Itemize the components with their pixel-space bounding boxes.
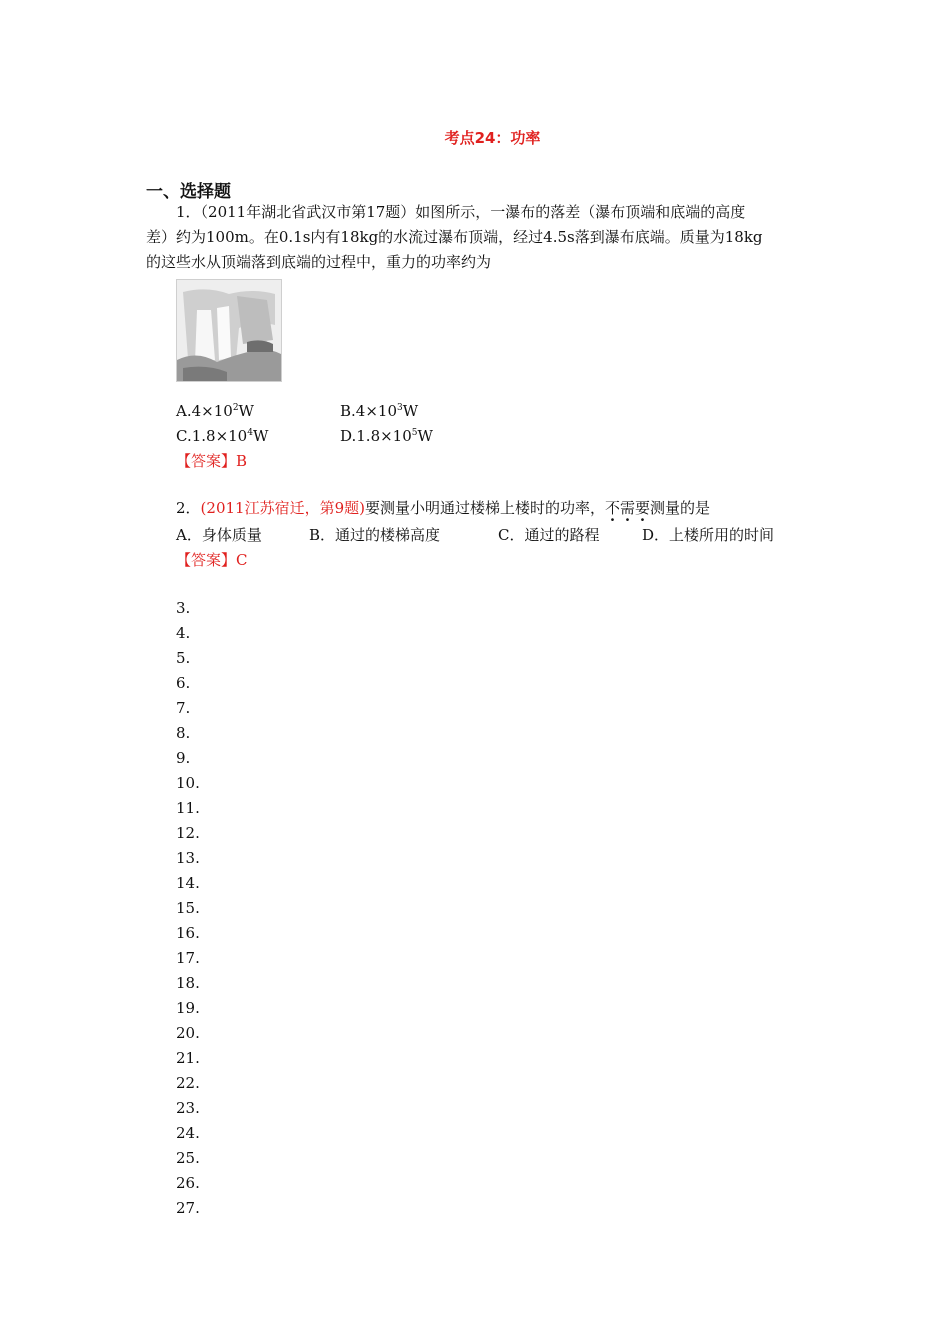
- question-number: 10.: [176, 774, 200, 792]
- waterfall-image: [176, 279, 282, 382]
- q1-line2: 差）约为100m。在0.1s内有18kg的水流过瀑布顶端，经过4.5s落到瀑布底端。质量为18kg: [146, 228, 763, 246]
- question-number: 13.: [176, 849, 200, 867]
- question-number: 25.: [176, 1149, 200, 1167]
- question-number: 16.: [176, 924, 200, 942]
- q2-option-a: A．身体质量: [176, 526, 262, 544]
- question-number: 21.: [176, 1049, 200, 1067]
- question-number: 12.: [176, 824, 200, 842]
- question-number: 7.: [176, 699, 191, 717]
- question-number: 27.: [176, 1199, 200, 1217]
- q1-option-a: $A.4\times 10^2W$: [176, 402, 254, 420]
- q2-source: (2011江苏宿迁，第9题): [200, 499, 365, 517]
- page-title: 考点24：功率: [444, 129, 541, 147]
- question-number: 6.: [176, 674, 191, 692]
- question-number: 24.: [176, 1124, 200, 1142]
- question-number: 3.: [176, 599, 191, 617]
- question-number: 9.: [176, 749, 191, 767]
- q1-line1: 1．（2011年湖北省武汉市第17题）如图所示，一瀑布的落差（瀑布顶端和底端的高度: [176, 203, 746, 221]
- question-number: 11.: [176, 799, 200, 817]
- q2-option-c: C．通过的路程: [498, 526, 600, 544]
- question-number: 26.: [176, 1174, 200, 1192]
- question-number: 4.: [176, 624, 191, 642]
- q2-stem: 2．(2011江苏宿迁，第9题)要测量小明通过楼梯上楼时的功率，不需要测量的是: [176, 499, 711, 517]
- question-number: 5.: [176, 649, 191, 667]
- section-heading: 一、选择题: [146, 182, 231, 202]
- q2-answer: 【答案】C: [176, 551, 248, 569]
- q1-option-c: $C.1.8\times 10^4W$: [176, 427, 269, 445]
- question-number: 23.: [176, 1099, 200, 1117]
- question-number: 17.: [176, 949, 200, 967]
- q1-option-d: $D.1.8\times 10^5W$: [340, 427, 433, 445]
- question-number: 15.: [176, 899, 200, 917]
- q1-answer: 【答案】B: [176, 452, 248, 470]
- question-number: 20.: [176, 1024, 200, 1042]
- question-number: 22.: [176, 1074, 200, 1092]
- q2-option-b: B．通过的楼梯高度: [309, 526, 441, 544]
- q1-option-b: $B.4\times 10^3W$: [340, 402, 419, 420]
- question-number: 14.: [176, 874, 200, 892]
- question-number: 19.: [176, 999, 200, 1017]
- question-number: 18.: [176, 974, 200, 992]
- q1-line3: 的这些水从顶端落到底端的过程中，重力的功率约为: [146, 253, 492, 271]
- question-number: 8.: [176, 724, 191, 742]
- q2-option-d: D．上楼所用的时间: [642, 526, 775, 544]
